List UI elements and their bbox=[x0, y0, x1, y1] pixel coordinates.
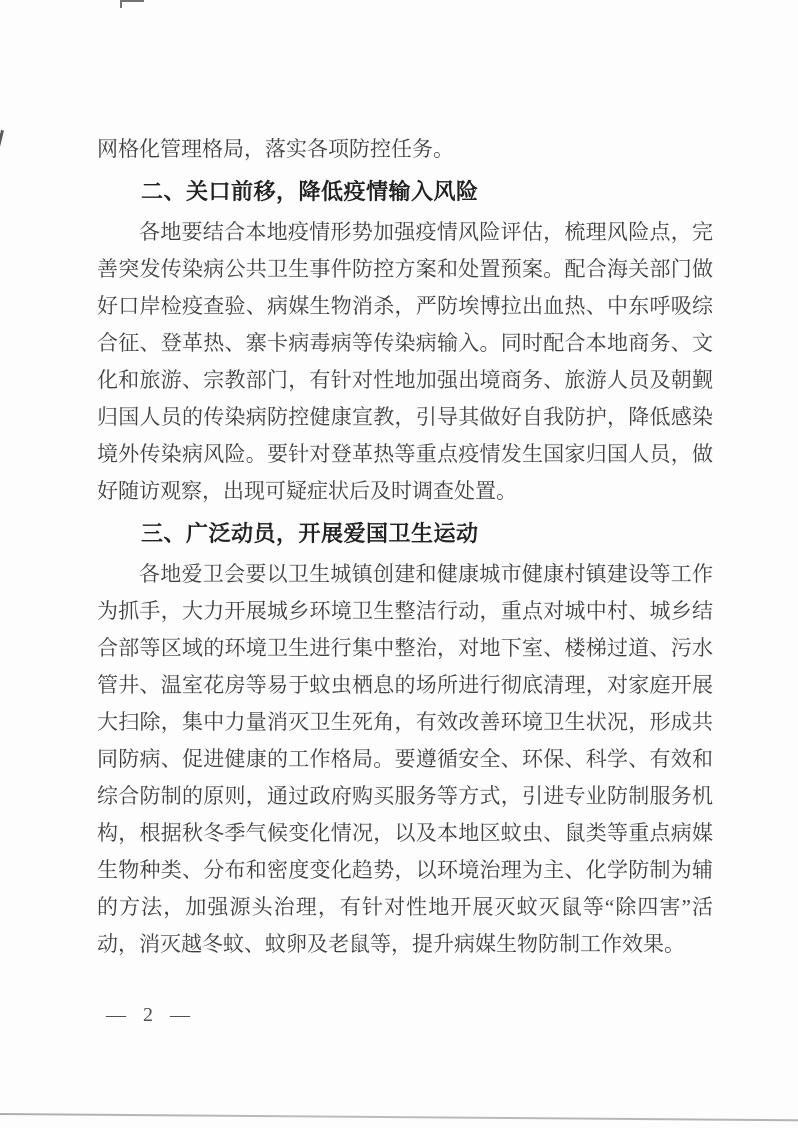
document-body bbox=[97, 131, 713, 963]
page-number: — 2 — bbox=[106, 1004, 191, 1026]
scan-artifact-bottom-edge-line bbox=[0, 1113, 798, 1121]
paragraph-continuation: 网格化管理格局，落实各项防控任务。 bbox=[97, 137, 454, 161]
paragraph-section-2: 各地要结合本地疫情形势加强疫情风险评估，梳理风险点，完善突发传染病公共卫生事件防控方案和处置预案。配合海关部门做好口岸检疫查验、病媒生物消杀，严防埃博拉出血热、中东呼吸综合征、登革热、寨卡病毒病等传染病输入。同时配合本地商务、文化和旅游、宗教部门，有针对性地加强出境商务、旅游人员及朝觐归国人员的传染病防控健康宣教，引导其做好自我防护，降低感染境外传染病风险。要针对登革热等重点疫情发生国家归国人员，做好随访观察，出现可疑症状后及时调查处置。 bbox=[97, 220, 713, 503]
scan-artifact-top-tick bbox=[120, 0, 144, 2]
section-heading-2: 二、关口前移，降低疫情输入风险 bbox=[141, 179, 479, 204]
section-heading-3: 三、广泛动员，开展爱国卫生运动 bbox=[141, 521, 479, 546]
scan-artifact-left-tick bbox=[0, 130, 4, 147]
paragraph-section-3: 各地爱卫会要以卫生城镇创建和健康城市健康村镇建设等工作为抓手，大力开展城乡环境卫生整洁行动，重点对城中村、城乡结合部等区域的环境卫生进行集中整治，对地下室、楼梯过道、污水管井、温室花房等易于蚊虫栖息的场所进行彻底清理，对家庭开展大扫除，集中力量消灭卫生死角，有效改善环境卫生状况，形成共同防病、促进健康的工作格局。要遵循安全、环保、科学、有效和综合防制的原则，通过政府购买服务等方式，引进专业防制服务机构，根据秋冬季气候变化情况，以及本地区蚊虫、鼠类等重点病媒生物种类、分布和密度变化趋势，以环境治理为主、化学防制为辅的方法，加强源头治理，有针对性地开展灭蚊灭鼠等“除四害”活动，消灭越冬蚊、蚊卵及老鼠等，提升病媒生物防制工作效果。 bbox=[97, 562, 713, 956]
